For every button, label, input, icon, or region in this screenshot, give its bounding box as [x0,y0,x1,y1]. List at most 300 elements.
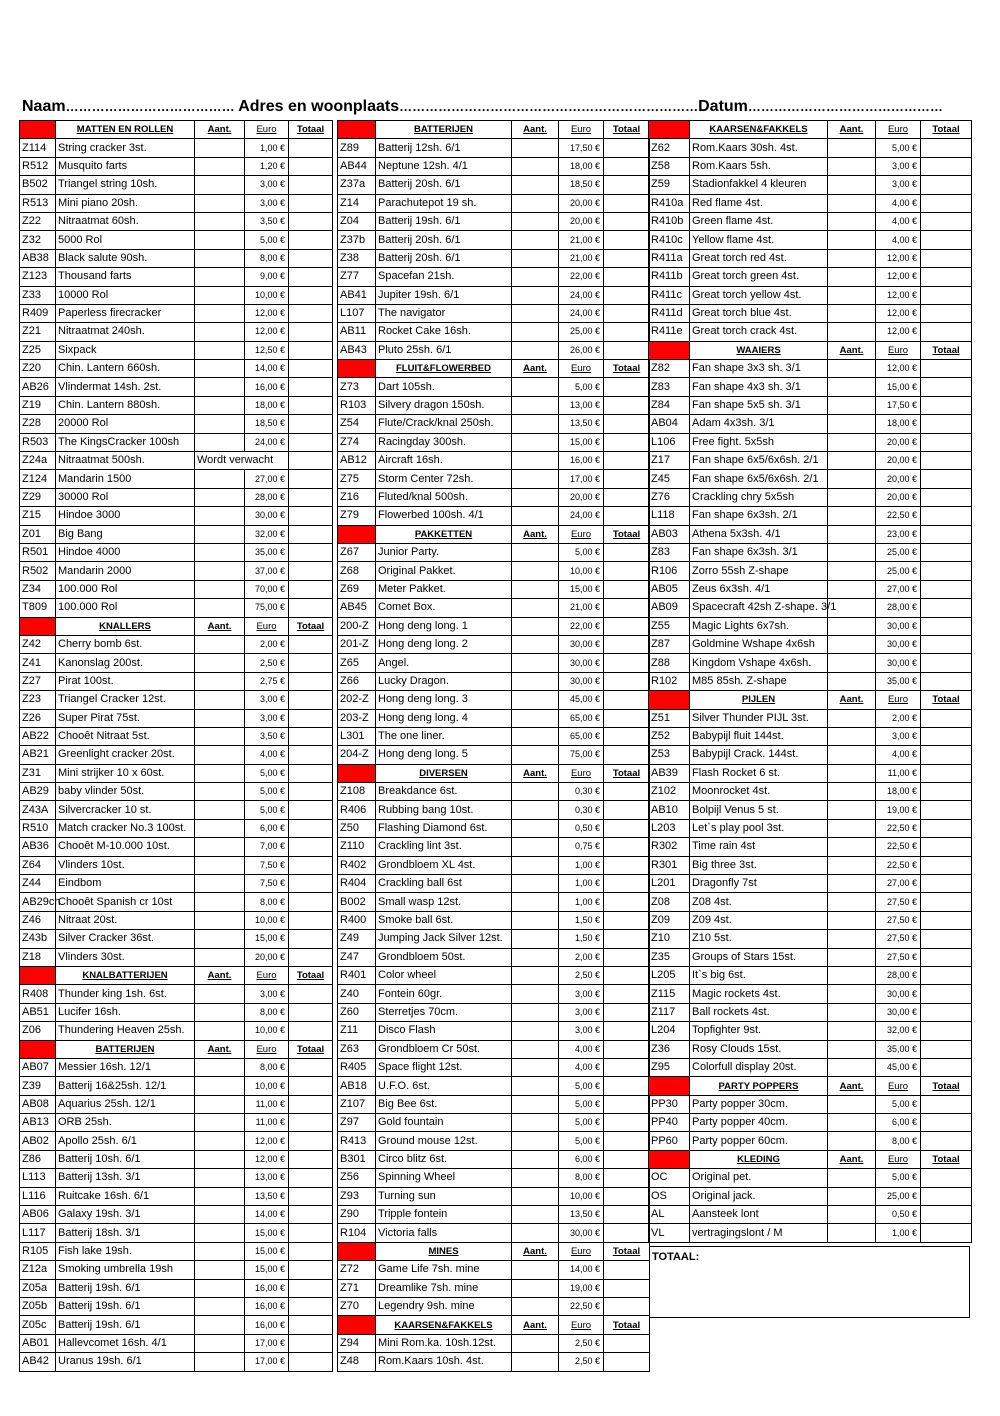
aant-cell[interactable] [512,286,559,304]
aant-cell[interactable] [195,525,245,543]
aant-cell[interactable] [512,1206,559,1224]
totaal-cell[interactable] [289,433,333,451]
aant-cell[interactable] [512,1279,559,1297]
totaal-cell[interactable] [604,157,650,175]
totaal-cell[interactable] [289,1224,333,1242]
totaal-cell[interactable] [289,1077,333,1095]
aant-cell[interactable] [195,396,245,414]
totaal-cell[interactable] [604,783,650,801]
aant-cell[interactable] [195,856,245,874]
totaal-cell[interactable] [921,139,972,157]
aant-cell[interactable] [828,433,876,451]
totaal-cell[interactable] [604,304,650,322]
totaal-cell[interactable] [604,856,650,874]
aant-cell[interactable] [512,378,559,396]
aant-cell[interactable] [195,470,245,488]
totaal-cell[interactable] [604,1298,650,1316]
totaal-cell[interactable] [604,1224,650,1242]
aant-cell[interactable] [512,470,559,488]
totaal-cell[interactable] [604,709,650,727]
totaal-cell[interactable] [289,1316,333,1334]
aant-cell[interactable] [512,893,559,911]
totaal-cell[interactable] [289,911,333,929]
aant-cell[interactable] [195,764,245,782]
aant-cell[interactable] [195,360,245,378]
totaal-cell[interactable] [604,911,650,929]
aant-cell[interactable] [512,1187,559,1205]
totaal-cell[interactable] [289,764,333,782]
aant-cell[interactable] [512,1150,559,1168]
totaal-cell[interactable] [604,654,650,672]
aant-cell[interactable] [512,1058,559,1076]
totaal-cell[interactable] [604,1132,650,1150]
aant-cell[interactable] [512,801,559,819]
totaal-cell[interactable] [921,1022,972,1040]
totaal-cell[interactable] [921,599,972,617]
totaal-cell[interactable] [921,617,972,635]
totaal-cell[interactable] [604,268,650,286]
totaal-cell[interactable] [289,801,333,819]
totaal-cell[interactable] [921,1114,972,1132]
totaal-cell[interactable] [921,764,972,782]
totaal-cell[interactable] [289,1279,333,1297]
aant-cell[interactable] [195,378,245,396]
aant-cell[interactable] [828,396,876,414]
totaal-cell[interactable] [289,139,333,157]
totaal-cell[interactable] [289,157,333,175]
totaal-cell[interactable] [921,930,972,948]
totaal-cell[interactable] [289,507,333,525]
aant-cell[interactable] [195,930,245,948]
aant-cell[interactable] [828,525,876,543]
aant-cell[interactable] [195,838,245,856]
totaal-cell[interactable] [604,562,650,580]
totaal-cell[interactable] [604,893,650,911]
totaal-cell[interactable] [921,654,972,672]
aant-cell[interactable] [828,1132,876,1150]
totaal-cell[interactable] [921,819,972,837]
aant-cell[interactable] [195,801,245,819]
totaal-cell[interactable] [604,801,650,819]
aant-cell[interactable] [512,819,559,837]
totaal-cell[interactable] [289,249,333,267]
totaal-cell[interactable] [289,341,333,359]
aant-cell[interactable] [828,507,876,525]
totaal-cell[interactable] [921,709,972,727]
totaal-cell[interactable] [289,378,333,396]
totaal-cell[interactable] [604,1058,650,1076]
totaal-cell[interactable] [289,1150,333,1168]
totaal-cell[interactable] [921,562,972,580]
totaal-cell[interactable] [604,378,650,396]
aant-cell[interactable] [512,415,559,433]
totaal-cell[interactable] [604,194,650,212]
aant-cell[interactable] [195,194,245,212]
totaal-cell[interactable] [289,985,333,1003]
aant-cell[interactable] [512,194,559,212]
aant-cell[interactable] [195,893,245,911]
totaal-cell[interactable] [289,562,333,580]
totaal-box[interactable] [649,1246,970,1318]
aant-cell[interactable] [195,1242,245,1260]
aant-cell[interactable] [512,157,559,175]
aant-cell[interactable] [195,1334,245,1352]
totaal-cell[interactable] [604,507,650,525]
totaal-cell[interactable] [289,488,333,506]
aant-cell[interactable] [828,764,876,782]
totaal-cell[interactable] [289,1206,333,1224]
totaal-cell[interactable] [289,746,333,764]
totaal-cell[interactable] [604,819,650,837]
aant-cell[interactable] [828,323,876,341]
aant-cell[interactable] [195,985,245,1003]
aant-cell[interactable] [195,433,245,451]
totaal-cell[interactable] [921,911,972,929]
aant-cell[interactable] [195,176,245,194]
aant-cell[interactable] [195,1077,245,1095]
aant-cell[interactable] [512,875,559,893]
totaal-cell[interactable] [921,838,972,856]
totaal-cell[interactable] [921,1132,972,1150]
aant-cell[interactable] [512,231,559,249]
totaal-cell[interactable] [604,1169,650,1187]
aant-cell[interactable] [195,746,245,764]
totaal-cell[interactable] [289,930,333,948]
totaal-cell[interactable] [289,709,333,727]
totaal-cell[interactable] [289,1298,333,1316]
totaal-cell[interactable] [289,323,333,341]
aant-cell[interactable] [828,268,876,286]
aant-cell[interactable] [512,507,559,525]
aant-cell[interactable] [195,783,245,801]
aant-cell[interactable] [828,801,876,819]
totaal-cell[interactable] [921,396,972,414]
aant-cell[interactable] [512,249,559,267]
aant-cell[interactable] [828,470,876,488]
totaal-cell[interactable] [289,635,333,653]
totaal-cell[interactable] [921,268,972,286]
aant-cell[interactable] [828,930,876,948]
totaal-cell[interactable] [289,194,333,212]
aant-cell[interactable] [195,212,245,230]
totaal-cell[interactable] [921,249,972,267]
aant-cell[interactable] [512,562,559,580]
totaal-cell[interactable] [289,948,333,966]
totaal-cell[interactable] [289,1261,333,1279]
totaal-cell[interactable] [289,727,333,745]
aant-cell[interactable] [195,231,245,249]
totaal-cell[interactable] [604,1095,650,1113]
aant-cell[interactable] [512,323,559,341]
totaal-cell[interactable] [289,580,333,598]
totaal-cell[interactable] [604,1187,650,1205]
totaal-cell[interactable] [604,930,650,948]
aant-cell[interactable] [828,1224,876,1242]
totaal-cell[interactable] [604,231,650,249]
aant-cell[interactable] [512,966,559,984]
aant-cell[interactable] [828,304,876,322]
aant-cell[interactable] [195,1261,245,1279]
totaal-cell[interactable] [289,231,333,249]
totaal-cell[interactable] [604,1334,650,1352]
totaal-cell[interactable] [604,415,650,433]
totaal-cell[interactable] [921,470,972,488]
totaal-cell[interactable] [604,1353,650,1371]
aant-cell[interactable] [828,212,876,230]
aant-cell[interactable] [512,985,559,1003]
totaal-cell[interactable] [921,966,972,984]
aant-cell[interactable] [828,286,876,304]
aant-cell[interactable] [512,948,559,966]
aant-cell[interactable] [195,1150,245,1168]
totaal-cell[interactable] [604,746,650,764]
aant-cell[interactable] [512,1040,559,1058]
aant-cell[interactable] [195,1095,245,1113]
totaal-cell[interactable] [604,727,650,745]
totaal-cell[interactable] [604,341,650,359]
totaal-cell[interactable] [921,1187,972,1205]
aant-cell[interactable] [512,617,559,635]
aant-cell[interactable] [828,783,876,801]
aant-cell[interactable] [828,360,876,378]
aant-cell[interactable] [828,1095,876,1113]
aant-cell[interactable] [512,396,559,414]
totaal-cell[interactable] [604,1077,650,1095]
aant-cell[interactable] [828,1003,876,1021]
totaal-cell[interactable] [289,1242,333,1260]
totaal-cell[interactable] [921,304,972,322]
totaal-cell[interactable] [921,231,972,249]
totaal-cell[interactable] [921,507,972,525]
totaal-cell[interactable] [289,415,333,433]
totaal-cell[interactable] [604,1279,650,1297]
totaal-cell[interactable] [921,1206,972,1224]
totaal-cell[interactable] [921,856,972,874]
aant-cell[interactable] [828,378,876,396]
totaal-cell[interactable] [604,452,650,470]
totaal-cell[interactable] [289,1114,333,1132]
totaal-cell[interactable] [604,672,650,690]
aant-cell[interactable] [195,157,245,175]
aant-cell[interactable] [512,727,559,745]
totaal-cell[interactable] [921,543,972,561]
aant-cell[interactable] [195,948,245,966]
aant-cell[interactable] [195,1353,245,1371]
aant-cell[interactable] [512,1261,559,1279]
aant-cell[interactable] [828,1187,876,1205]
totaal-cell[interactable] [604,691,650,709]
aant-cell[interactable] [512,1003,559,1021]
totaal-cell[interactable] [921,157,972,175]
totaal-cell[interactable] [289,672,333,690]
totaal-cell[interactable] [604,875,650,893]
aant-cell[interactable] [195,1169,245,1187]
aant-cell[interactable] [512,268,559,286]
aant-cell[interactable] [512,580,559,598]
aant-cell[interactable] [195,709,245,727]
aant-cell[interactable] [828,1040,876,1058]
totaal-cell[interactable] [289,452,333,470]
aant-cell[interactable] [828,875,876,893]
totaal-cell[interactable] [604,396,650,414]
aant-cell[interactable] [828,746,876,764]
aant-cell[interactable] [828,488,876,506]
totaal-cell[interactable] [604,985,650,1003]
aant-cell[interactable] [195,1003,245,1021]
aant-cell[interactable] [195,1279,245,1297]
totaal-cell[interactable] [921,801,972,819]
totaal-cell[interactable] [289,1132,333,1150]
aant-cell[interactable] [195,672,245,690]
aant-cell[interactable] [512,709,559,727]
aant-cell[interactable] [828,157,876,175]
aant-cell[interactable] [828,1022,876,1040]
aant-cell[interactable] [512,1095,559,1113]
aant-cell[interactable] [195,580,245,598]
aant-cell[interactable] [195,819,245,837]
aant-cell[interactable] [195,1187,245,1205]
aant-cell[interactable] [512,433,559,451]
totaal-cell[interactable] [921,194,972,212]
aant-cell[interactable] [195,1224,245,1242]
totaal-cell[interactable] [289,1003,333,1021]
datum-dots[interactable]: ……………………………………… [747,99,943,114]
aant-cell[interactable] [195,268,245,286]
aant-cell[interactable] [512,1224,559,1242]
totaal-cell[interactable] [604,212,650,230]
aant-cell[interactable] [828,893,876,911]
aant-cell[interactable] [828,415,876,433]
totaal-cell[interactable] [604,1114,650,1132]
totaal-cell[interactable] [289,1187,333,1205]
aant-cell[interactable] [195,1206,245,1224]
totaal-cell[interactable] [604,543,650,561]
aant-cell[interactable] [512,838,559,856]
totaal-cell[interactable] [921,635,972,653]
aant-cell[interactable] [828,249,876,267]
totaal-cell[interactable] [289,304,333,322]
aant-cell[interactable] [512,176,559,194]
totaal-cell[interactable] [604,1150,650,1168]
totaal-cell[interactable] [604,1022,650,1040]
aant-cell[interactable] [512,672,559,690]
totaal-cell[interactable] [604,948,650,966]
aant-cell[interactable] [828,543,876,561]
aant-cell[interactable] [512,1022,559,1040]
aant-cell[interactable] [828,194,876,212]
aant-cell[interactable] [195,1316,245,1334]
aant-cell[interactable] [828,709,876,727]
aant-cell[interactable] [828,672,876,690]
aant-cell[interactable] [195,599,245,617]
aant-cell[interactable] [828,727,876,745]
totaal-cell[interactable] [604,1040,650,1058]
aant-cell[interactable] [195,304,245,322]
totaal-cell[interactable] [289,1095,333,1113]
aant-cell[interactable] [828,819,876,837]
totaal-cell[interactable] [289,1022,333,1040]
totaal-cell[interactable] [921,378,972,396]
aant-cell[interactable] [512,341,559,359]
aant-cell[interactable] [828,231,876,249]
aant-cell[interactable] [512,488,559,506]
totaal-cell[interactable] [289,875,333,893]
aant-cell[interactable] [828,966,876,984]
aant-cell[interactable] [828,1058,876,1076]
aant-cell[interactable] [512,746,559,764]
totaal-cell[interactable] [921,985,972,1003]
aant-cell[interactable] [195,543,245,561]
aant-cell[interactable] [195,1298,245,1316]
totaal-cell[interactable] [604,323,650,341]
aant-cell[interactable] [512,452,559,470]
totaal-cell[interactable] [289,543,333,561]
totaal-cell[interactable] [604,470,650,488]
totaal-cell[interactable] [921,1058,972,1076]
aant-cell[interactable] [828,1114,876,1132]
aant-cell[interactable] [828,139,876,157]
aant-cell[interactable] [828,948,876,966]
aant-cell[interactable] [512,654,559,672]
aant-cell[interactable] [195,562,245,580]
aant-cell[interactable] [828,562,876,580]
totaal-cell[interactable] [921,875,972,893]
totaal-cell[interactable] [921,1169,972,1187]
totaal-cell[interactable] [604,1003,650,1021]
totaal-cell[interactable] [289,176,333,194]
aant-cell[interactable] [512,1132,559,1150]
totaal-cell[interactable] [921,1224,972,1242]
totaal-cell[interactable] [921,323,972,341]
totaal-cell[interactable] [289,286,333,304]
totaal-cell[interactable] [604,617,650,635]
aant-cell[interactable] [828,856,876,874]
totaal-cell[interactable] [289,360,333,378]
aant-cell[interactable] [512,635,559,653]
aant-cell[interactable] [828,838,876,856]
totaal-cell[interactable] [289,268,333,286]
totaal-cell[interactable] [604,286,650,304]
aant-cell[interactable] [828,617,876,635]
totaal-cell[interactable] [921,727,972,745]
totaal-cell[interactable] [289,893,333,911]
aant-cell[interactable] [195,286,245,304]
aant-cell[interactable] [195,1132,245,1150]
totaal-cell[interactable] [604,1206,650,1224]
totaal-cell[interactable] [289,691,333,709]
aant-cell[interactable] [828,985,876,1003]
aant-cell[interactable] [195,139,245,157]
totaal-cell[interactable] [921,746,972,764]
totaal-cell[interactable] [921,672,972,690]
totaal-cell[interactable] [921,212,972,230]
totaal-cell[interactable] [921,433,972,451]
totaal-cell[interactable] [289,1058,333,1076]
aant-cell[interactable] [512,1353,559,1371]
aant-cell[interactable] [512,911,559,929]
aant-cell[interactable] [195,249,245,267]
totaal-cell[interactable] [289,783,333,801]
totaal-cell[interactable] [921,1003,972,1021]
totaal-cell[interactable] [604,599,650,617]
totaal-cell[interactable] [921,286,972,304]
totaal-cell[interactable] [604,488,650,506]
totaal-cell[interactable] [289,212,333,230]
aant-cell[interactable] [512,304,559,322]
totaal-cell[interactable] [921,783,972,801]
totaal-cell[interactable] [604,580,650,598]
totaal-cell[interactable] [604,249,650,267]
